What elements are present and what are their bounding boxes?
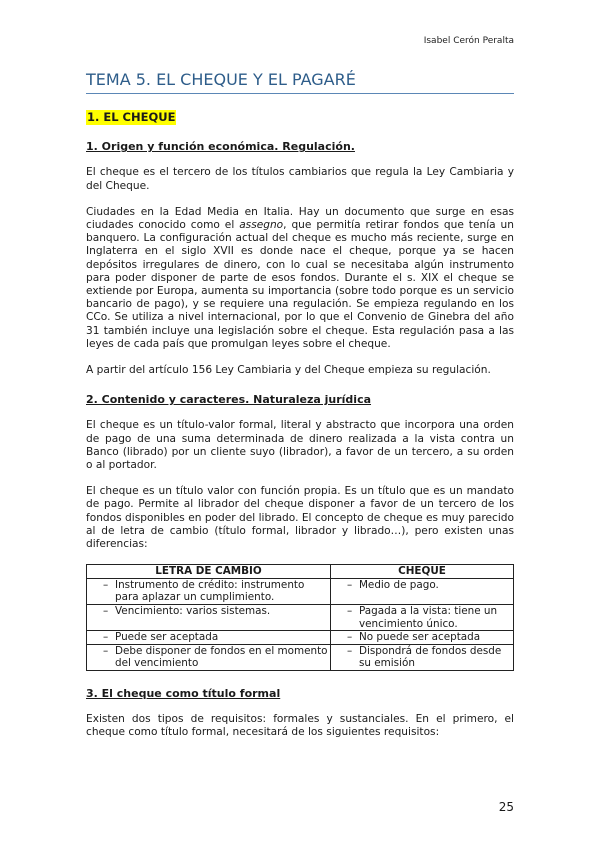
dash-bullet: – (103, 605, 109, 618)
table-cell-left (87, 644, 331, 670)
page-number: 25 (498, 800, 514, 814)
table-cell-right (330, 644, 513, 670)
table-cell-right (330, 631, 513, 645)
cell-text: No puede ser aceptada (358, 631, 481, 644)
table-cell-left (87, 578, 331, 604)
document-body (86, 108, 514, 740)
dash-bullet: – (346, 605, 353, 618)
table-row (87, 644, 514, 670)
subsection-heading-contenido: 2. Contenido y caracteres. Naturaleza jurídica (86, 393, 372, 407)
paragraph-definicion: El cheque es un título-valor formal, literal y abstracto que incorpora una orden de pago de una suma determinada de dinero realizada a la vista contra un Banco (librado) por un cliente suyo (librador), a favor de un tercero, a su orden o al portador. (86, 419, 514, 472)
table-header-row (87, 565, 514, 579)
table-row (87, 605, 514, 631)
cell-text: Dispondrá de fondos desde su emisión (358, 644, 502, 670)
table-header-letra: LETRA DE CAMBIO (87, 565, 331, 579)
table-header-cheque: CHEQUE (330, 565, 513, 579)
dash-bullet: – (103, 578, 109, 591)
subsection-heading-origen: 1. Origen y función económica. Regulación. (86, 140, 355, 154)
table-cell-right (330, 578, 513, 604)
paragraph-historia-part1: Ciudades en la Edad Media en Italia. Hay un documento que surge en esas ciudades conocido como el (86, 205, 514, 232)
table-row (87, 578, 514, 604)
paragraph-historia-part2: , que permitía retirar fondos que tenía un banquero. La configuración actual del cheque es mucho más reciente, surge en Inglaterra en el siglo XVII es donde nace el cheque, porque ya se hacen depósitos irregulares de dinero, con lo cual se necesitaba algún instrumento para poder disponer de parte de esos fondos. Durante el s. XIX el cheque se extiende por Europa, aumenta su importancia (sobre todo porque es un servicio bancario de pago), y se requiere una regulación. Se empieza regulando en los CCo. Se utiliza a nivel internacional, por lo que el Convenio de Ginebra del año 31 también incluye una legislación sobre el cheque. Esta regulación pasa a las leyes de cada país que promulgan leyes sobre el cheque. (86, 219, 514, 350)
cell-text: Medio de pago. (358, 578, 439, 591)
dash-bullet: – (346, 578, 353, 591)
paragraph-historia (86, 206, 514, 351)
paragraph-intro: El cheque es el tercero de los títulos cambiarios que regula la Ley Cambiaria y del Cheque. (86, 166, 514, 192)
term-assegno: assegno (239, 219, 284, 232)
paragraph-regulacion: A partir del artículo 156 Ley Cambiaria y del Cheque empieza su regulación. (86, 364, 491, 377)
cell-text: Puede ser aceptada (115, 631, 219, 644)
section-heading-cheque: 1. EL CHEQUE (87, 110, 176, 124)
page-title: TEMA 5. EL CHEQUE Y EL PAGARÉ (86, 70, 514, 94)
cell-text: Debe disponer de fondos en el momento del vencimiento (115, 644, 328, 670)
dash-bullet: – (346, 631, 353, 644)
table-row (87, 631, 514, 645)
dash-bullet: – (103, 644, 109, 657)
comparison-table (86, 564, 514, 671)
header-author: Isabel Cerón Peralta (423, 36, 514, 46)
paragraph-funcion: El cheque es un título valor con función propia. Es un título que es un mandato de pago. Permite al librador del cheque disponer a favor de un tercero de los fondos disponibles en poder del librado. El concepto de cheque es muy parecido al de letra de cambio (título formal, librador y librado…), pero existen unas diferencias: (86, 485, 514, 551)
cell-text: Pagada a la vista: tiene un vencimiento único. (358, 605, 498, 630)
table-cell-left (87, 631, 331, 645)
table-cell-left (87, 605, 331, 631)
cell-text: Instrumento de crédito: instrumento para aplazar un cumplimiento. (115, 578, 305, 604)
table-cell-right (330, 605, 513, 631)
dash-bullet: – (103, 631, 109, 644)
cell-text: Vencimiento: varios sistemas. (115, 605, 271, 618)
subsection-heading-formal: 3. El cheque como título formal (86, 687, 281, 701)
dash-bullet: – (346, 644, 353, 657)
paragraph-requisitos: Existen dos tipos de requisitos: formales y sustanciales. En el primero, el cheque como título formal, necesitará de los siguientes requisitos: (86, 713, 514, 739)
